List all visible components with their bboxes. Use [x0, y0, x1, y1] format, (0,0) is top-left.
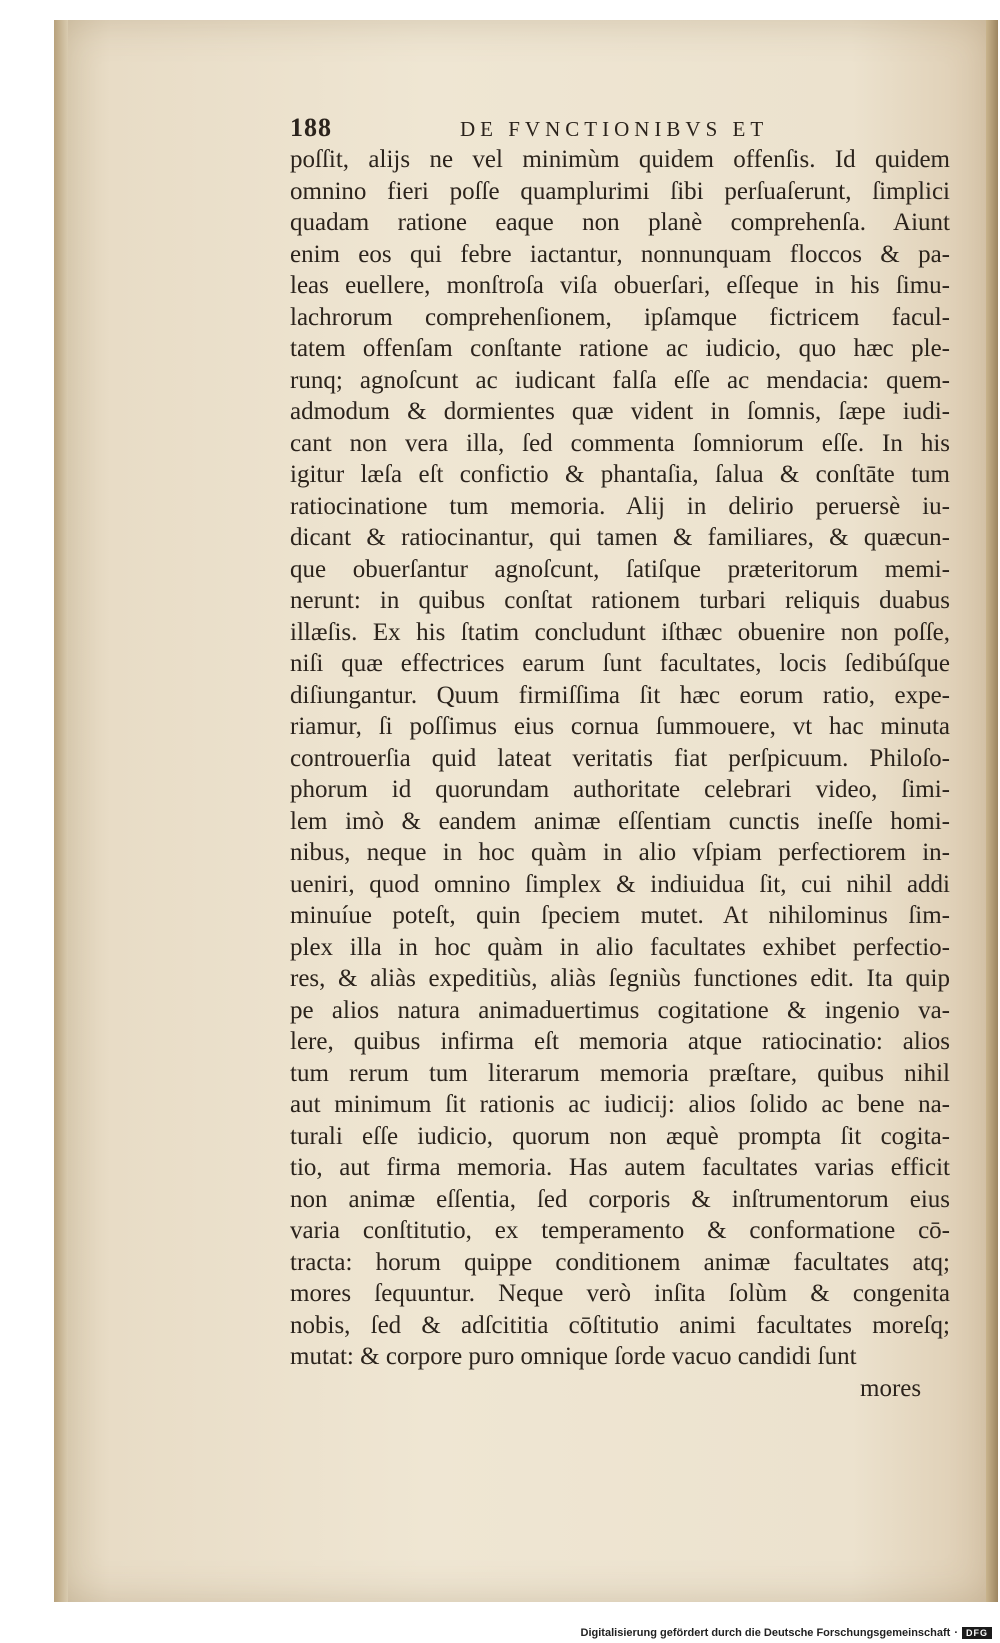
text-line: mutat: & corpore puro omnique ſorde vacuo candidi ſunt [290, 1343, 857, 1370]
page-left-edge [54, 20, 68, 1602]
text-line: cant non vera illa, ſed commenta ſomniorum eſſe. In his [290, 429, 950, 457]
text-line: admodum & dormientes quæ vident in ſomnis, ſæpe iudi- [290, 398, 950, 425]
text-line: mores ſequuntur. Neque verò inſita ſolùm & congenita [290, 1280, 950, 1307]
text-line: igitur læſa eſt confictio & phantaſia, ſalua & conſtāte tum [290, 461, 950, 488]
text-line: runq; agnoſcunt ac iudicant falſa eſſe ac mendacia: quem- [290, 366, 950, 394]
page-number: 188 [290, 113, 332, 142]
text-line: nobis, ſed & adſcititia cōſtitutio animi facultates moreſq; [290, 1311, 950, 1339]
text-line: que obuerſantur agnoſcunt, ſatiſque præteritorum memi- [290, 555, 950, 583]
text-line: illæſis. Ex his ſtatim concludunt iſthæc obuenire non poſſe, [290, 618, 950, 646]
text-line: tatem offenſam conſtante ratione ac iudicio, quo hæc ple- [290, 335, 950, 362]
text-line: ueniri, quod omnino ſimplex & indiuidua ſit, cui nihil addi [290, 870, 950, 898]
text-line: tum rerum tum literarum memoria præſtare, quibus nihil [290, 1059, 950, 1087]
text-line: diſiungantur. Quum firmiſſima ſit hæc eorum ratio, expe- [290, 681, 950, 709]
text-line: lere, quibus infirma eſt memoria atque ratiocinatio: alios [290, 1028, 950, 1055]
text-line: nibus, neque in hoc quàm in alio vſpiam perfectiorem in- [290, 839, 950, 866]
text-line: nerunt: in quibus conſtat rationem turbari reliquis duabus [290, 587, 950, 614]
text-line: minuíue poteſt, quin ſpeciem mutet. At nihilominus ſim- [290, 902, 950, 929]
text-line: pe alios natura animaduertimus cogitatione & ingenio va- [290, 996, 950, 1024]
text-line: plex illa in hoc quàm in alio facultates exhibet perfectio- [290, 933, 950, 961]
text-line: controuerſia quid lateat veritatis fiat perſpicuum. Philoſo- [290, 744, 950, 772]
dfg-logo: DFG [962, 1627, 992, 1639]
text-line: tracta: horum quippe conditionem animæ facultates atq; [290, 1248, 950, 1276]
text-line: res, & aliàs expeditiùs, aliàs ſegniùs functiones edit. Ita quip [290, 965, 950, 992]
text-line: ratiocinatione tum memoria. Alij in delirio peruersè iu- [290, 492, 950, 520]
text-line: omnino fieri poſſe quamplurimi ſibi perſuaſerunt, ſimplici [290, 177, 950, 205]
running-head: DE FVNCTIONIBVS ET [460, 117, 769, 141]
body-text [290, 144, 950, 1373]
text-line: lachrorum comprehenſionem, ipſamque fictricem facul- [290, 303, 950, 331]
text-line: non animæ eſſentia, ſed corporis & inſtrumentorum eius [290, 1185, 950, 1213]
text-line: leas euellere, monſtroſa viſa obuerſari, eſſeque in his ſimu- [290, 272, 950, 299]
text-line: quadam ratione eaque non planè comprehenſa. Aiunt [290, 209, 950, 236]
text-line: dicant & ratiocinantur, qui tamen & familiares, & quæcun- [290, 524, 950, 551]
text-line: enim eos qui febre iactantur, nonnunquam floccos & pa- [290, 240, 950, 268]
catchword: mores [860, 1375, 922, 1402]
text-line: niſi quæ effectrices earum ſunt facultates, locis ſedibúſque [290, 650, 950, 677]
footer-credit-text: Digitalisierung gefördert durch die Deutsche Forschungsgemeinschaft [580, 1627, 951, 1639]
text-line: varia conſtitutio, ex temperamento & conformatione cō- [290, 1217, 950, 1244]
text-line: lem imò & eandem animæ eſſentiam cunctis ineſſe homi- [290, 807, 950, 835]
footer-credit: Digitalisierung gefördert durch die Deutsche Forschungsgemeinschaft · DFG [581, 1627, 992, 1639]
text-line: phorum id quorundam authoritate celebrari video, ſimi- [290, 776, 950, 803]
text-line: poſſit, alijs ne vel minimùm quidem offenſis. Id quidem [290, 146, 950, 173]
text-line: tio, aut firma memoria. Has autem facultates varias efficit [290, 1154, 950, 1181]
text-line: turali eſſe iudicio, quorum non æquè prompta ſit cogita- [290, 1122, 950, 1150]
text-line: riamur, ſi poſſimus eius cornua ſummouere, vt hac minuta [290, 713, 950, 740]
page-right-edge [986, 20, 998, 1602]
text-line: aut minimum ſit rationis ac iudicij: alios ſolido ac bene na- [290, 1091, 950, 1118]
